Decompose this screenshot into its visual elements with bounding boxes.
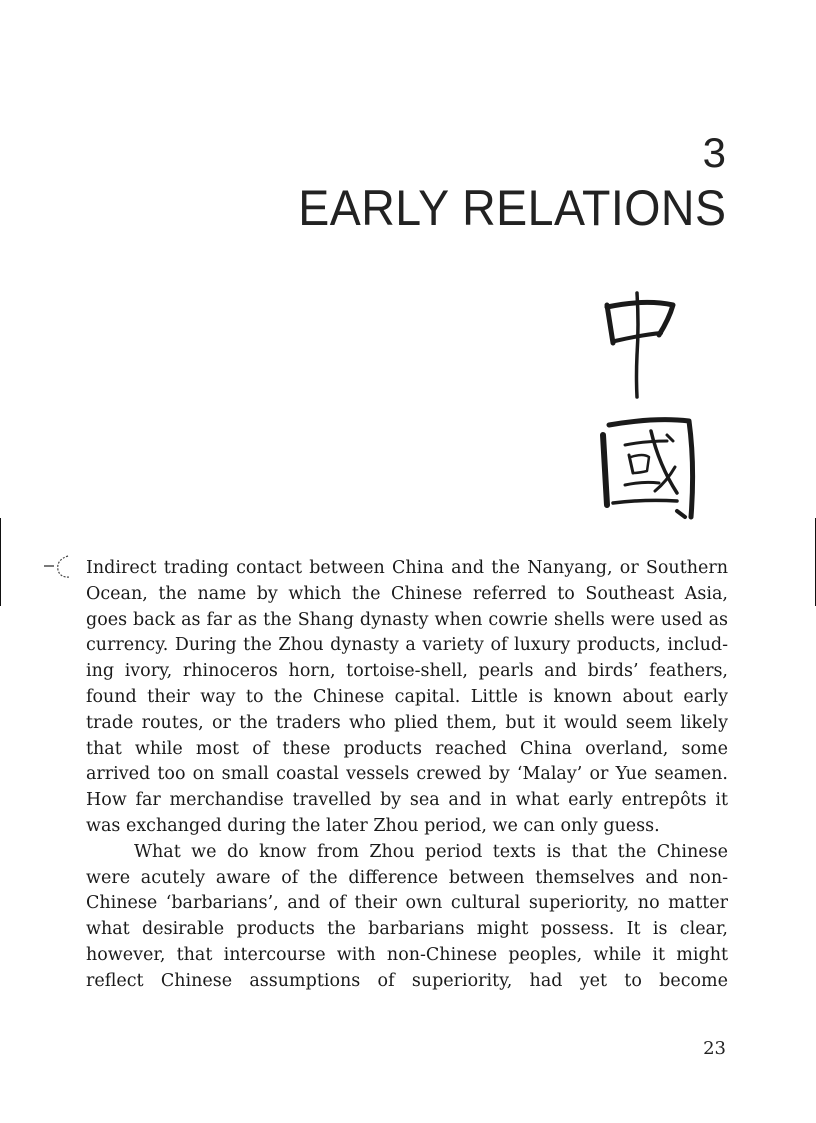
text-line: were acutely aware of the difference between themselves and non- bbox=[86, 867, 728, 888]
text-line: goes back as far as the Shang dynasty when cowrie shells were used as bbox=[86, 609, 728, 630]
calligraphy-zhongguo-image bbox=[585, 285, 715, 525]
text-line: that while most of these products reached China overland, some bbox=[86, 738, 728, 759]
text-line: what desirable products the barbarians might possess. It is clear, bbox=[86, 919, 728, 940]
text-line: arrived too on small coastal vessels crewed by ‘Malay’ or Yue seamen. bbox=[86, 764, 728, 785]
scan-mark-icon bbox=[44, 552, 84, 582]
text-line: Ocean, the name by which the Chinese referred to Southeast Asia, bbox=[86, 583, 728, 604]
text-line: trade routes, or the traders who plied them, but it would seem likely bbox=[86, 712, 728, 733]
text-line: How far merchandise travelled by sea and in what early entrepôts it bbox=[86, 790, 728, 811]
text-line: Indirect trading contact between China and the Nanyang, or Southern bbox=[86, 558, 728, 578]
scan-edge-mark-left bbox=[0, 518, 1, 606]
paragraph-1 bbox=[86, 556, 728, 840]
text-line: What we do know from Zhou period texts is that the Chinese bbox=[134, 841, 728, 862]
text-line: reflect Chinese assumptions of superiority, had yet to become bbox=[86, 970, 728, 991]
text-line: ing ivory, rhinoceros horn, tortoise-shell, pearls and birds’ feathers, bbox=[86, 661, 728, 682]
page-number: 23 bbox=[703, 1038, 726, 1059]
chapter-title: EARLY RELATIONS bbox=[297, 180, 726, 236]
text-line: currency. During the Zhou dynasty a variety of luxury products, includ- bbox=[86, 635, 728, 656]
paragraph-2 bbox=[86, 840, 728, 995]
body-text bbox=[86, 556, 728, 995]
text-line: Chinese ‘barbarians’, and of their own cultural superiority, no matter bbox=[86, 893, 728, 914]
chapter-number: 3 bbox=[702, 129, 726, 176]
text-line: found their way to the Chinese capital. Little is known about early bbox=[86, 686, 728, 707]
text-line: was exchanged during the later Zhou period, we can only guess. bbox=[86, 815, 660, 836]
text-line: however, that intercourse with non-Chinese peoples, while it might bbox=[86, 944, 728, 965]
